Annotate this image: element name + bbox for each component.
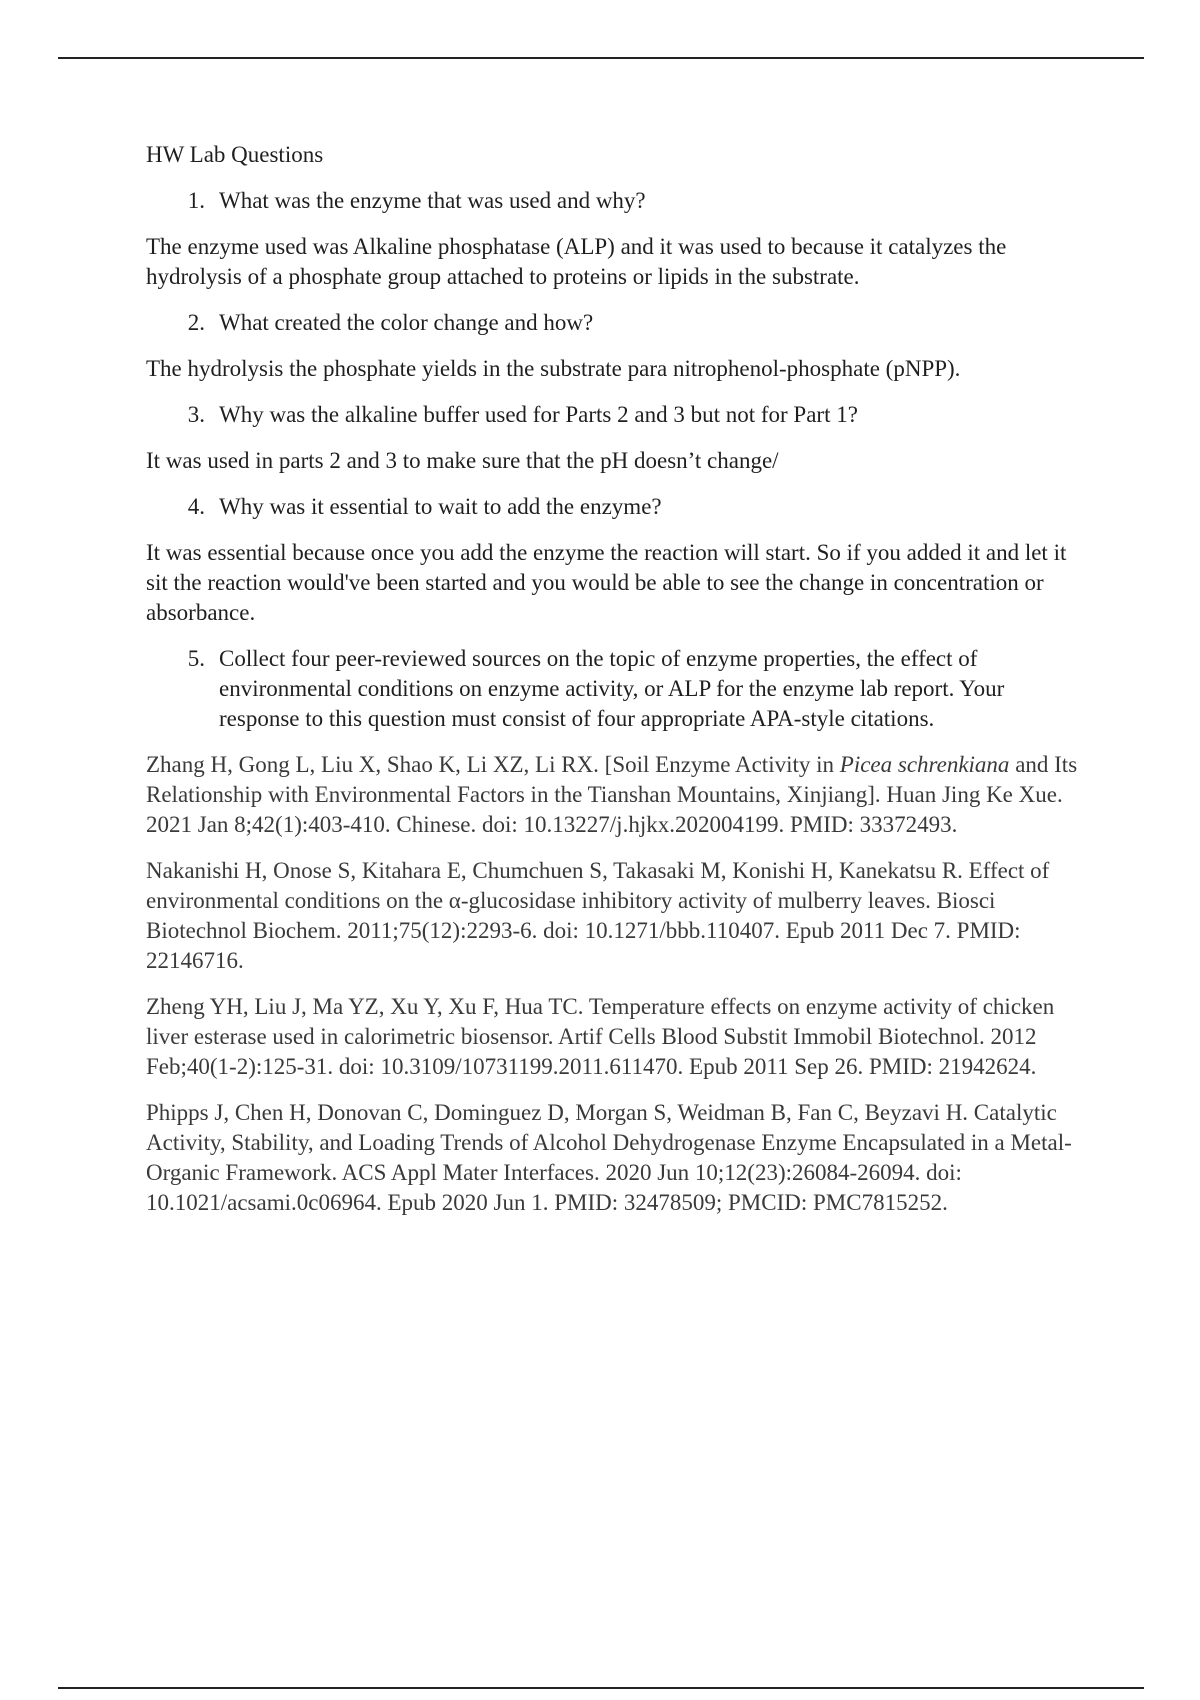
question-number: 5. bbox=[187, 646, 205, 671]
reference-1 bbox=[146, 750, 1086, 840]
answer-4: It was essential because once you add the enzyme the reaction will start. So if you added it and let it sit the reaction would've been started and you would be able to see the change in concentration or absorbance. bbox=[146, 540, 1067, 625]
reference-text: Zhang H, Gong L, Liu X, Shao K, Li XZ, Li RX. [Soil Enzyme Activity in bbox=[146, 752, 840, 777]
question-number: 2. bbox=[187, 310, 205, 335]
question-text: Why was the alkaline buffer used for Parts 2 and 3 but not for Part 1? bbox=[219, 402, 858, 427]
question-text: What created the color change and how? bbox=[219, 310, 594, 335]
question-text: Why was it essential to wait to add the enzyme? bbox=[219, 494, 662, 519]
question-1 bbox=[146, 186, 1086, 216]
answer-3: It was used in parts 2 and 3 to make sure that the pH doesn’t change/ bbox=[146, 448, 779, 473]
question-4 bbox=[146, 492, 1086, 522]
answer-2: The hydrolysis the phosphate yields in the substrate para nitrophenol-phosphate (pNPP). bbox=[146, 356, 961, 381]
top-rule bbox=[58, 57, 1144, 59]
question-text: Collect four peer-reviewed sources on the topic of enzyme properties, the effect of environmental conditions on enzyme activity, or ALP for the enzyme lab report. Your response to this question must consist of four appropriate APA-style citations. bbox=[219, 646, 1005, 731]
reference-text: and Its Relationship with Environmental Factors in the Tianshan Mountains, Xinjiang]. Huan Jing Ke Xue. 2021 Jan 8;42(1):403-410. Chinese. doi: 10.13227/j.hjkx.202004199. PMID: 33372493. bbox=[146, 752, 1078, 837]
question-text: What was the enzyme that was used and why? bbox=[219, 188, 646, 213]
question-2 bbox=[146, 308, 1086, 338]
reference-2: Nakanishi H, Onose S, Kitahara E, Chumchuen S, Takasaki M, Konishi H, Kanekatsu R. Effect of environmental conditions on the α-glucosidase inhibitory activity of mulberry leaves. Biosci Biotechnol Biochem. 2011;75(12):2293-6. doi: 10.1271/bbb.110407. Epub 2011 Dec 7. PMID: 22146716. bbox=[146, 858, 1050, 973]
question-5 bbox=[146, 644, 1086, 734]
reference-4: Phipps J, Chen H, Donovan C, Dominguez D, Morgan S, Weidman B, Fan C, Beyzavi H. Catalytic Activity, Stability, and Loading Trends of Alcohol Dehydrogenase Enzyme Encapsulated in a Metal-Organic Framework. ACS Appl Mater Interfaces. 2020 Jun 10;12(23):26084-26094. doi: 10.1021/acsami.0c06964. Epub 2020 Jun 1. PMID: 32478509; PMCID: PMC7815252. bbox=[146, 1100, 1072, 1215]
question-3 bbox=[146, 400, 1086, 430]
question-number: 3. bbox=[187, 402, 205, 427]
question-number: 1. bbox=[187, 188, 205, 213]
reference-species-name: Picea schrenkiana bbox=[839, 752, 1010, 777]
bottom-rule bbox=[58, 1687, 1144, 1689]
answer-1: The enzyme used was Alkaline phosphatase (ALP) and it was used to because it catalyzes the hydrolysis of a phosphate group attached to proteins or lipids in the substrate. bbox=[146, 234, 1007, 289]
question-number: 4. bbox=[187, 494, 205, 519]
page-title: HW Lab Questions bbox=[146, 142, 324, 167]
reference-3: Zheng YH, Liu J, Ma YZ, Xu Y, Xu F, Hua TC. Temperature effects on enzyme activity of chicken liver esterase used in calorimetric biosensor. Artif Cells Blood Substit Immobil Biotechnol. 2012 Feb;40(1-2):125-31. doi: 10.3109/10731199.2011.611470. Epub 2011 Sep 26. PMID: 21942624. bbox=[146, 994, 1055, 1079]
document-body bbox=[146, 140, 1086, 1234]
